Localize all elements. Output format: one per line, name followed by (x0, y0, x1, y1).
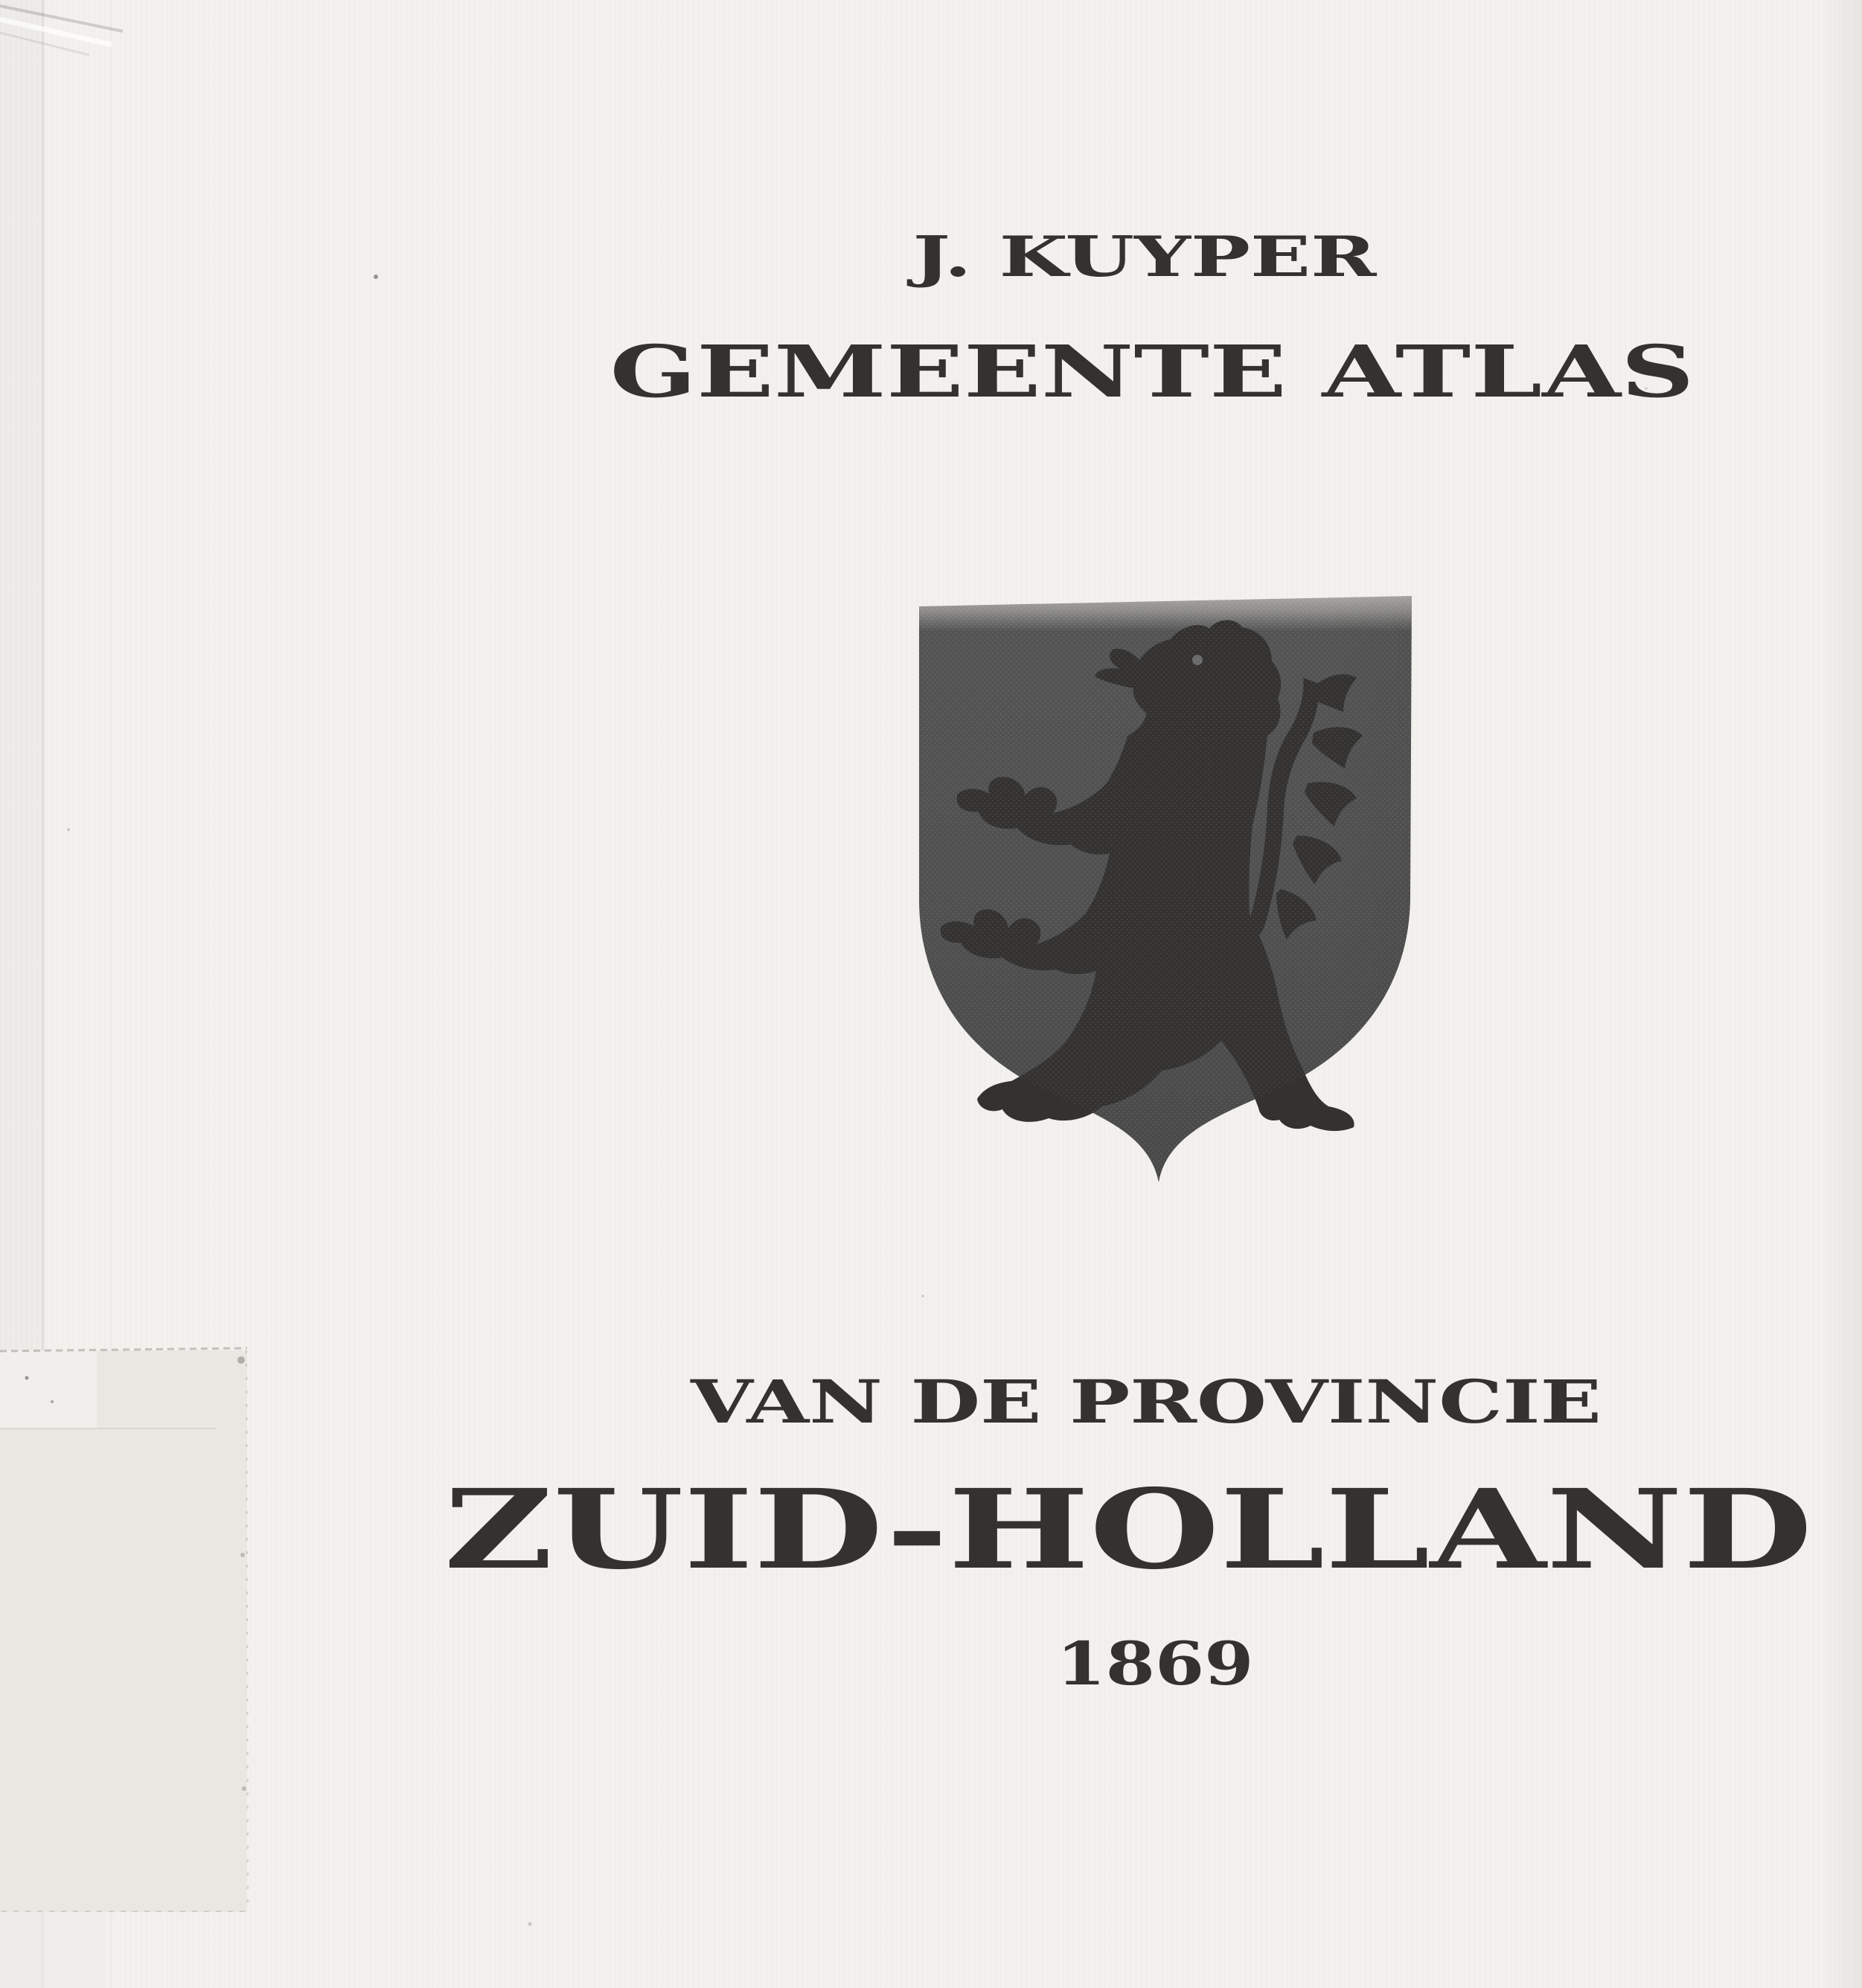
province-title: ZUID-HOLLAND (444, 1465, 1813, 1594)
author-line: J. KUYPER (906, 224, 1378, 289)
title-line: GEMEENTE ATLAS (610, 330, 1695, 414)
year-line: 1869 (1056, 1629, 1254, 1699)
right-edge-shadow (1820, 0, 1862, 1988)
library-label (0, 1348, 248, 1988)
subtitle-line: VAN DE PROVINCIE (689, 1367, 1602, 1437)
